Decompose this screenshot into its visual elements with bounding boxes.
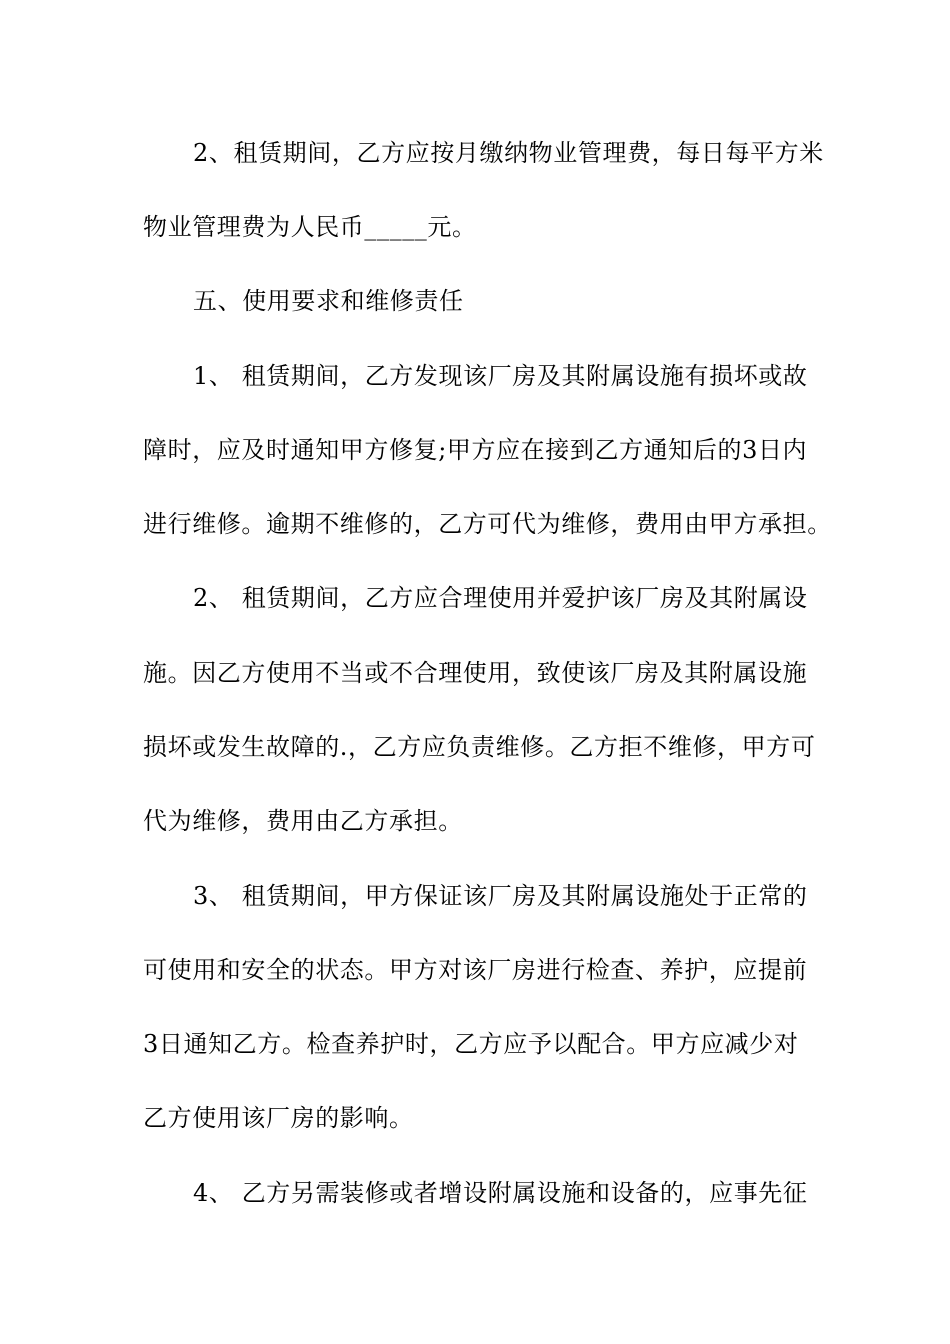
section-heading: 五、使用要求和维修责任 (193, 287, 464, 315)
text-line: 3、 租赁期间，甲方保证该厂房及其附属设施处于正常的 (193, 882, 808, 910)
text-line: 障时，应及时通知甲方修复;甲方应在接到乙方通知后的3日内 (143, 436, 808, 464)
text-line: 1、 租赁期间，乙方发现该厂房及其附属设施有损坏或故 (193, 362, 808, 390)
text-line: 2、 租赁期间，乙方应合理使用并爱护该厂房及其附属设 (193, 584, 808, 612)
text-line: 2、租赁期间，乙方应按月缴纳物业管理费，每日每平方米 (193, 139, 824, 167)
text-line: 物业管理费为人民币_____元。 (143, 213, 477, 241)
text-line: 3日通知乙方。检查养护时，乙方应予以配合。甲方应减少对 (143, 1030, 799, 1058)
text-line: 代为维修，费用由乙方承担。 (143, 807, 463, 835)
text-line: 损坏或发生故障的.，乙方应负责维修。乙方拒不维修，甲方可 (143, 733, 816, 761)
text-line: 可使用和安全的状态。甲方对该厂房进行检查、养护，应提前 (143, 956, 808, 984)
text-line: 施。因乙方使用不当或不合理使用，致使该厂房及其附属设施 (143, 659, 808, 687)
text-line: 4、 乙方另需装修或者增设附属设施和设备的，应事先征 (193, 1179, 808, 1207)
text-line: 进行维修。逾期不维修的，乙方可代为维修，费用由甲方承担。 (143, 510, 832, 538)
text-line: 乙方使用该厂房的影响。 (143, 1104, 414, 1132)
